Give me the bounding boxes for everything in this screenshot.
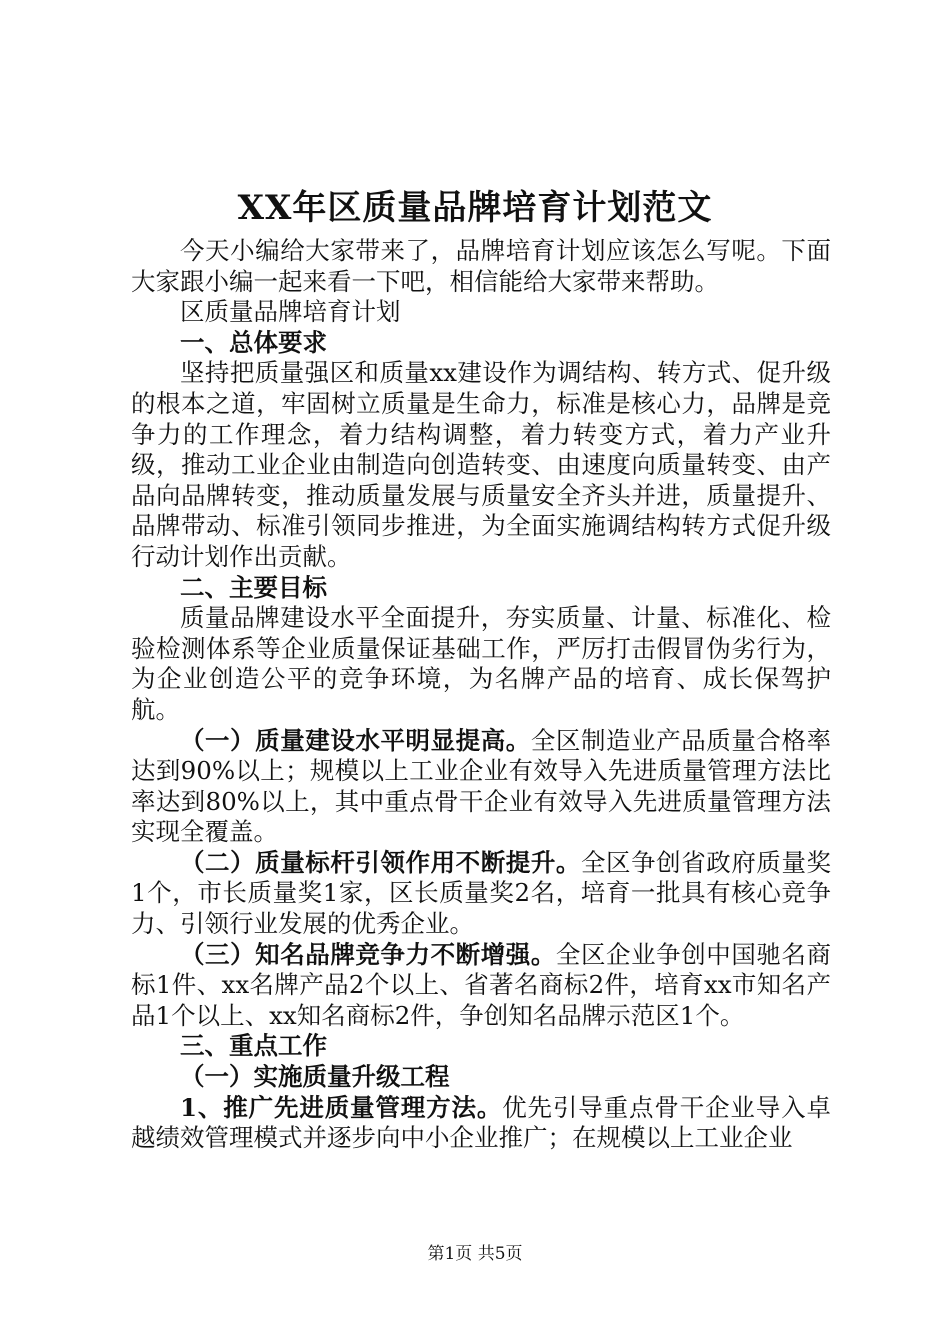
item-lead: 1、推广先进质量管理方法。 <box>180 1092 503 1122</box>
heading-text: 一、总体要求 <box>180 327 327 357</box>
paragraph-text: 优先引导重点骨干企业导入卓越绩效管理模式并逐步向中小企业推广；在规模以上工业企业 <box>131 1092 831 1153</box>
section-heading-general-requirements <box>131 328 831 359</box>
paragraph-plan-name <box>131 297 831 328</box>
heading-text: 三、重点工作 <box>180 1031 327 1061</box>
heading-text: （一）实施质量升级工程 <box>180 1062 450 1092</box>
paragraph-text: 区质量品牌培育计划 <box>180 297 401 327</box>
paragraph-text: 今天小编给大家带来了，品牌培育计划应该怎么写呢。下面大家跟小编一起来看一下吧，相信能给大家带来帮助。 <box>131 236 831 296</box>
section-heading-main-goals <box>131 573 831 604</box>
section-heading-key-work <box>131 1031 831 1062</box>
paragraph-goal-2 <box>131 848 831 940</box>
paragraph-intro <box>131 236 831 297</box>
subsection-heading-quality-upgrade <box>131 1062 831 1093</box>
paragraph-item-1 <box>131 1093 831 1154</box>
document-title: XX年区质量品牌培育计划范文 <box>237 188 713 228</box>
paragraph-goal-1 <box>131 726 831 848</box>
paragraph-goal-3 <box>131 940 831 1032</box>
paragraph-text: 全区争创省政府质量奖1个，市长质量奖1家，区长质量奖2名，培育一批具有核心竞争力、引领行业发展的优秀企业。 <box>131 847 832 939</box>
goal-lead: （三）知名品牌竞争力不断增强。 <box>180 939 556 969</box>
paragraph-main-goals <box>131 603 831 725</box>
paragraph-text: 质量品牌建设水平全面提升，夯实质量、计量、标准化、检验检测体系等企业质量保证基础工作，严厉打击假冒伪劣行为，为企业创造公平的竞争环境，为名牌产品的培育、成长保驾护航。 <box>131 603 831 724</box>
goal-lead: （二）质量标杆引领作用不断提升。 <box>180 847 581 877</box>
paragraph-text: 全区制造业产品质量合格率达到90%以上；规模以上工业企业有效导入先进质量管理方法比率达到80%以上，其中重点骨干企业有效导入先进质量管理方法实现全覆盖。 <box>131 725 832 847</box>
document-body <box>131 236 831 1154</box>
goal-lead: （一）质量建设水平明显提高。 <box>180 725 531 755</box>
paragraph-text: 坚持把质量强区和质量xx建设作为调结构、转方式、促升级的根本之道，牢固树立质量是生命力，标准是核心力，品牌是竞争力的工作理念，着力结构调整，着力转变方式，着力产业升级，推动工业企业由制造向创造转变、由速度向质量转变、由产品向品牌转变，推动质量发展与质量安全齐头并进，质量提升、品牌带动、标准引领同步推进，为全面实施调结构转方式促升级行动计划作出贡献。 <box>131 358 831 571</box>
page-footer: 第1页 共5页 <box>427 1244 523 1264</box>
heading-text: 二、主要目标 <box>180 572 327 602</box>
paragraph-general-requirements <box>131 358 831 572</box>
paragraph-text: 全区企业争创中国驰名商标1件、xx名牌产品2个以上、省著名商标2件，培育xx市知名产品1个以上、xx知名商标2件，争创知名品牌示范区1个。 <box>131 939 832 1030</box>
